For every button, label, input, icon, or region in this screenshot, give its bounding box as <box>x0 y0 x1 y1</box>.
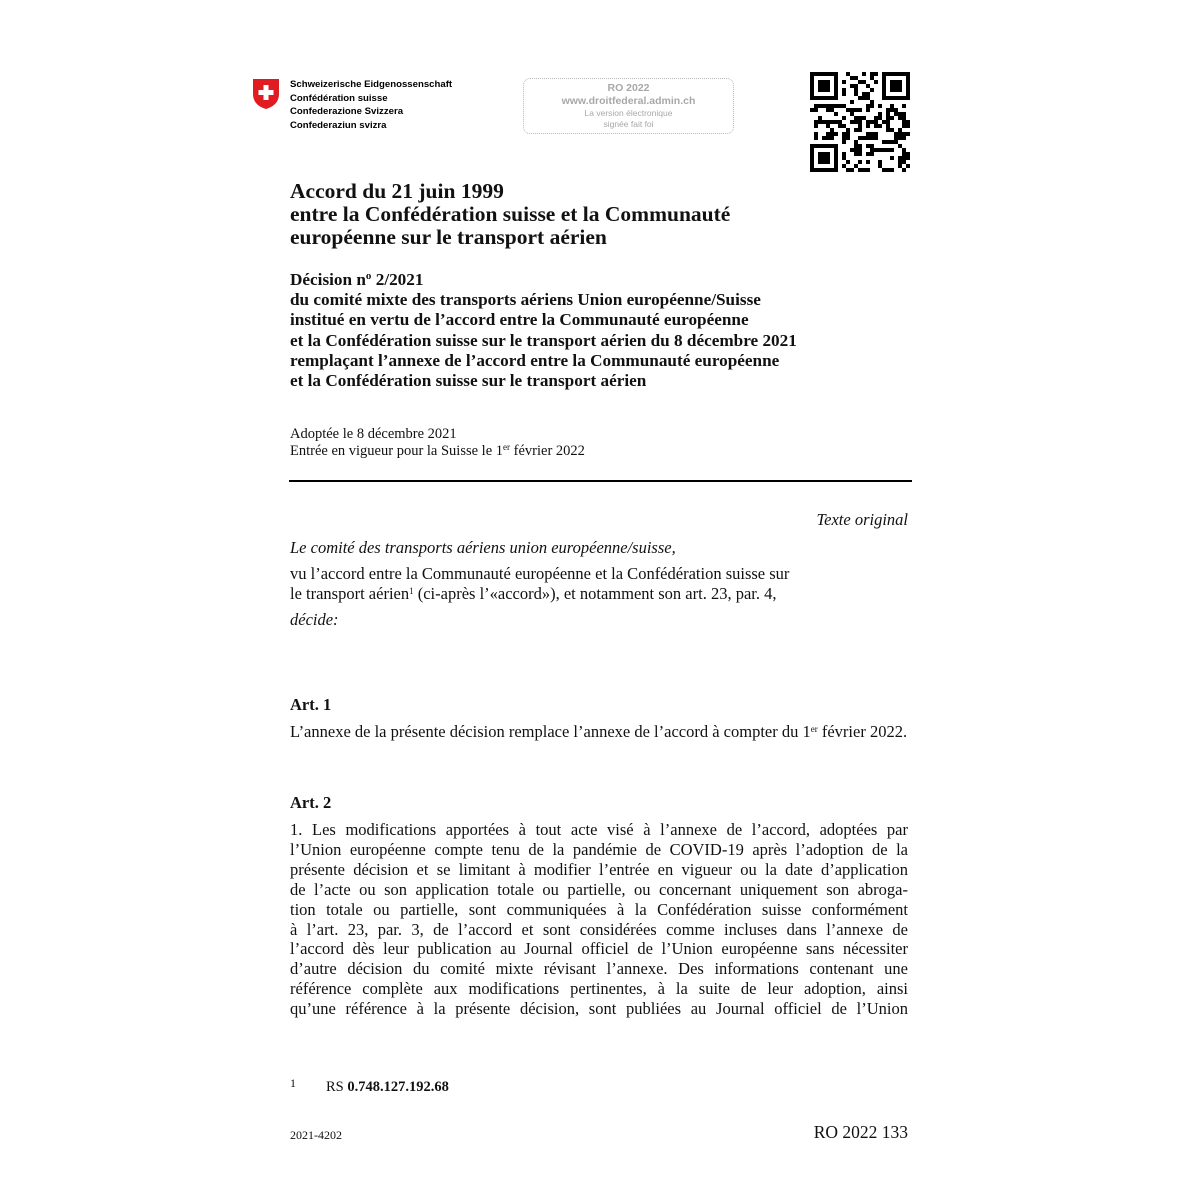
committee-preamble: Le comité des transports aériens union européenne/suisse, <box>290 538 676 557</box>
article-2-line: à l’art. 23, par. 3, de l’accord et sont considérées comme incluses dans l’annexe de <box>290 919 908 939</box>
article-2-line: l’accord dès leur publication au Journal officiel de l’Union européenne sans nécessiter <box>290 939 908 959</box>
entry-into-force-date: Entrée en vigueur pour la Suisse le 1er février 2022 <box>290 442 585 459</box>
decision-line: et la Confédération suisse sur le transport aérien du 8 décembre 2021 <box>290 330 797 350</box>
stamp-ro: RO 2022 <box>607 82 650 94</box>
article-2-line: présente décision et se limitant à modifier l’entrée en vigueur ou la date d’application <box>290 859 908 879</box>
original-text-label: Texte original <box>816 510 908 529</box>
authority-line-de: Schweizerische Eidgenossenschaft <box>290 79 453 90</box>
decision-line: remplaçant l’annexe de l’accord entre la Communauté européenne <box>290 350 780 370</box>
considering-line: le transport aérien$^1$ (ci-après l’«accord»), et notamment son art. 23, par. 4, <box>290 584 777 603</box>
decides-label: décide: <box>290 610 339 629</box>
article-1-heading: Art. 1 <box>290 695 332 714</box>
sr-reference-link[interactable]: 0.748.127.192.68 <box>347 1079 449 1095</box>
swiss-flag-icon <box>252 78 280 110</box>
authority-line-rm: Confederaziun svizra <box>290 119 387 131</box>
article-2-heading: Art. 2 <box>290 793 332 812</box>
article-2-line: l’Union européenne compte tenu de la pandémie de COVID-19 après l’adoption de la <box>290 839 908 859</box>
article-2-line: tion totale ou partielle, sont communiquées à la Confédération suisse conformément <box>290 899 908 919</box>
federal-authority-name <box>290 78 452 132</box>
considering-clause <box>290 564 870 604</box>
footnote-text: RS 0.748.127.192.68 <box>326 1079 449 1095</box>
electronic-version-stamp <box>523 78 734 134</box>
article-2-line: 1. Les modifications apportées à tout acte visé à l’annexe de l’accord, adoptées par <box>290 820 908 839</box>
adopted-date: Adoptée le 8 décembre 2021 <box>290 426 457 442</box>
stamp-url: www.droitfederal.admin.ch <box>561 95 696 107</box>
title-line: Accord du 21 juin 1999 <box>290 179 504 203</box>
stamp-note-2: signée fait foi <box>603 119 654 129</box>
stamp-note: La version électronique <box>584 108 673 118</box>
decision-line: du comité mixte des transports aériens Union européenne/Suisse <box>290 290 761 310</box>
footnote-ref[interactable]: 1 <box>409 586 414 596</box>
authority-line-fr: Confédération suisse <box>290 92 388 104</box>
title-line: européenne sur le transport aérien <box>290 225 607 249</box>
article-2-line: d’autre décision du comité mixte révisant l’annexe. Des informations contenant une <box>290 959 908 979</box>
article-2-line: qu’une référence à la présente décision, sont publiées au Journal officiel de l’Union <box>290 999 908 1019</box>
qr-code-icon <box>810 72 910 172</box>
page-reference: RO 2022 133 <box>813 1122 908 1142</box>
footnote-number: 1 <box>290 1076 296 1090</box>
header-divider <box>289 480 912 482</box>
agreement-title <box>290 180 930 249</box>
article-2-text <box>290 820 908 1019</box>
title-line: entre la Confédération suisse et la Communauté <box>290 202 731 226</box>
decision-line: institué en vertu de l’accord entre la Communauté européenne <box>290 310 749 330</box>
decision-title <box>290 270 930 391</box>
article-2-line: référence complète aux modifications pertinentes, à la suite de leur adoption, ainsi <box>290 979 908 999</box>
considering-line: vu l’accord entre la Communauté européenne et la Confédération suisse sur <box>290 564 790 583</box>
adoption-dates <box>290 426 585 460</box>
article-2-line: de l’acte ou son application totale ou partielle, ou concernant uniquement son abroga- <box>290 879 908 899</box>
authority-line-it: Confederazione Svizzera <box>290 106 404 117</box>
decision-line: et la Confédération suisse sur le transport aérien <box>290 371 647 391</box>
article-1-text: L’annexe de la présente décision remplace l’annexe de l’accord à compter du 1er février 2022. <box>290 722 908 741</box>
decision-heading: Décision $n^o$ 2/2021 <box>290 270 424 289</box>
document-number: 2021-4202 <box>290 1128 342 1142</box>
